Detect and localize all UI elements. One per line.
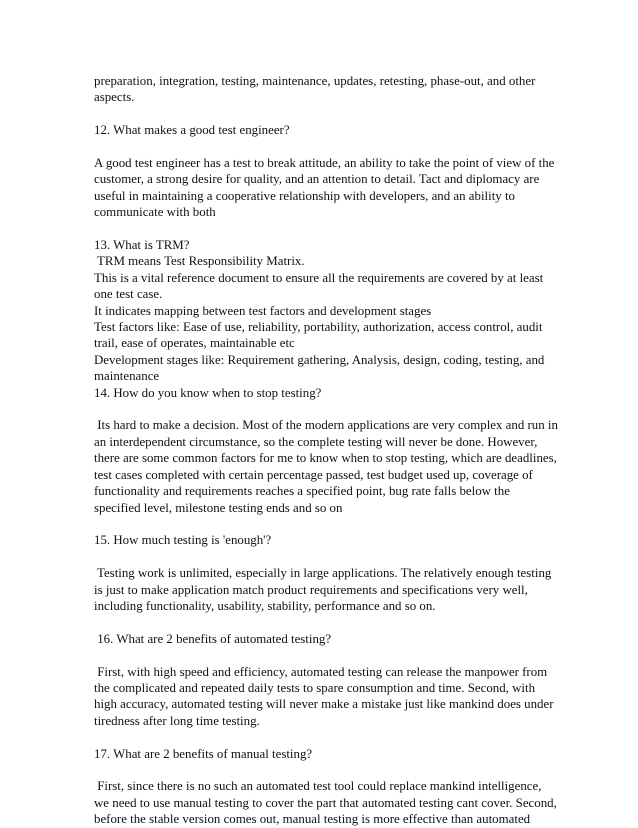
text-line: TRM means Test Responsibility Matrix. xyxy=(94,254,305,269)
text-line: aspects. xyxy=(94,90,135,105)
text-line: 14. How do you know when to stop testing? xyxy=(94,385,322,400)
text-line: 17. What are 2 benefits of manual testing? xyxy=(94,746,313,761)
paragraph xyxy=(94,532,554,548)
text-line: is just to make application match product requirements and specifications very well, xyxy=(94,582,528,597)
paragraph xyxy=(94,237,554,401)
document-page xyxy=(94,73,558,828)
text-line: Test factors like: Ease of use, reliability, portability, authorization, access control, audit xyxy=(94,320,543,335)
text-line: trail, ease of operates, maintainable etc xyxy=(94,336,295,351)
text-line: the complicated and repeated daily tests to spare consumption and time. Second, with xyxy=(94,680,536,695)
text-line: First, with high speed and efficiency, automated testing can release the manpower from xyxy=(94,664,548,679)
text-line: before the stable version comes out, manual testing is more effective than automated xyxy=(94,812,531,827)
text-line: including functionality, usability, stability, performance and so on. xyxy=(94,598,436,613)
text-line: A good test engineer has a test to break attitude, an ability to take the point of view of the xyxy=(94,156,555,170)
paragraph xyxy=(94,417,558,515)
paragraph xyxy=(94,565,554,614)
text-line: specified level, milestone testing ends and so on xyxy=(94,500,343,515)
paragraph xyxy=(94,746,554,762)
paragraph xyxy=(94,778,557,827)
text-line: test cases completed with certain percentage passed, test budget used up, coverage of xyxy=(94,467,533,482)
text-line: communicate with both xyxy=(94,205,216,220)
text-line: Testing work is unlimited, especially in large applications. The relatively enough testing xyxy=(94,566,552,581)
paragraph xyxy=(94,631,554,647)
paragraph xyxy=(94,155,554,221)
text-line: 15. How much testing is 'enough'? xyxy=(94,533,272,548)
text-line: 13. What is TRM? xyxy=(94,238,190,253)
text-line: maintenance xyxy=(94,369,160,384)
text-line: Its hard to make a decision. Most of the modern applications are very complex and run in xyxy=(94,418,558,433)
text-line: tiredness after long time testing. xyxy=(94,713,260,728)
text-line: useful in maintaining a cooperative relationship with developers, and an ability to xyxy=(94,188,515,203)
paragraph xyxy=(94,122,554,138)
text-line: This is a vital reference document to ensure all the requirements are covered by at least xyxy=(94,270,544,285)
text-line: high accuracy, automated testing will never make a mistake just like mankind does under xyxy=(94,697,554,712)
text-line: customer, a strong desire for quality, and an attention to detail. Tact and diplomacy are xyxy=(94,172,540,187)
text-line: It indicates mapping between test factors and development stages xyxy=(94,303,432,318)
text-line: 16. What are 2 benefits of automated testing? xyxy=(94,631,332,646)
text-line: Development stages like: Requirement gathering, Analysis, design, coding, testing, and xyxy=(94,352,545,367)
paragraph xyxy=(94,73,554,106)
text-line: 12. What makes a good test engineer? xyxy=(94,123,290,138)
text-line: we need to use manual testing to cover the part that automated testing cant cover. Second, xyxy=(94,795,557,810)
text-line: preparation, integration, testing, maintenance, updates, retesting, phase-out, and other xyxy=(94,74,536,88)
text-line: one test case. xyxy=(94,287,163,302)
text-line: an interdependent circumstance, so the complete testing will never be done. However, xyxy=(94,434,538,449)
paragraph xyxy=(94,664,554,730)
text-line: First, since there is no such an automated test tool could replace mankind intelligence, xyxy=(94,779,542,794)
text-line: there are some common factors for me to know when to stop testing, which are deadlines, xyxy=(94,451,557,466)
text-line: functionality and requirements reaches a specified point, bug rate falls below the xyxy=(94,484,510,499)
